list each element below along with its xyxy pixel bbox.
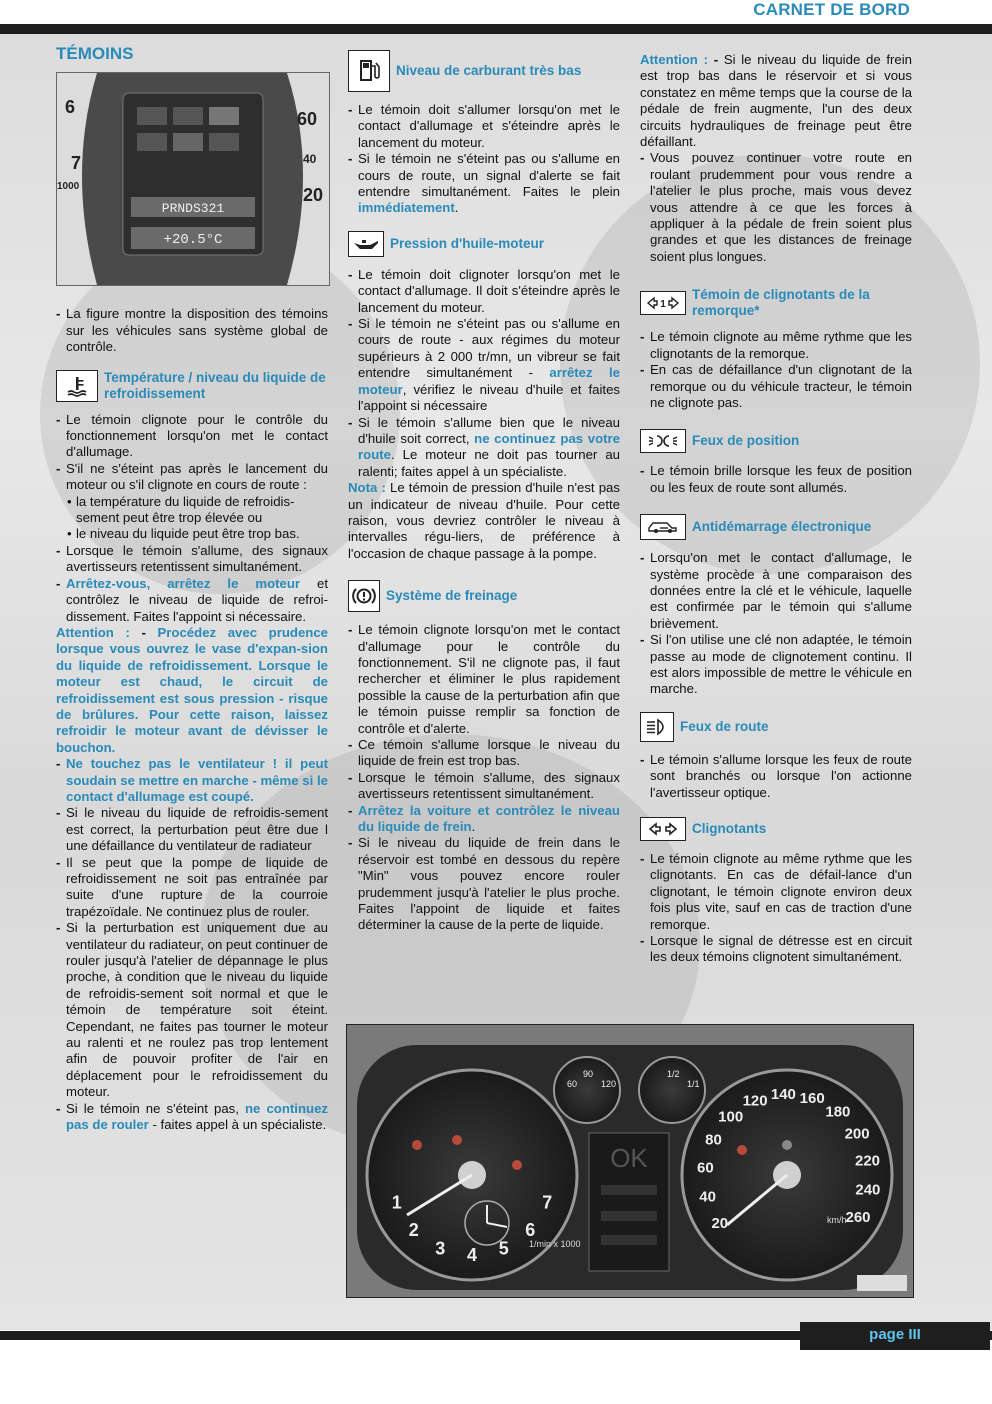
coolant-sub-2: le niveau du liquide peut être trop bas. xyxy=(76,526,300,542)
brake-item-5: Si le niveau du liquide de frein dans le réservoir est tombé en dessous du repère "Min" vous pouvez encore rouler prudemment jusqu'à l'atelier le plus proche. Faites l'appoint de liquide et faites déterminer la cause de la perte de liquide. xyxy=(358,835,620,933)
coolant-item-8a: Si le témoin ne s'éteint pas, xyxy=(66,1100,245,1116)
brake-system-icon xyxy=(348,580,380,612)
intro-text: La figure montre la disposition des témoins sur les véhicules sans système global de contrôle. xyxy=(66,306,328,355)
indicators-item-2: Lorsque le signal de détresse est en circuit les deux témoins clignotent simultanément. xyxy=(650,933,912,965)
speed-mark-60: 60 xyxy=(697,1159,714,1177)
heading-brake xyxy=(348,580,620,612)
heading-fuel xyxy=(348,50,620,92)
car-key-icon xyxy=(640,514,686,540)
heading-immobilizer xyxy=(640,514,912,540)
coolant-item-4-text: et contrôlez le niveau de liquide de refroi-dissement. Faites l'appoint si nécessaire. xyxy=(66,575,328,624)
rpm-mark-5: 5 xyxy=(498,1238,509,1259)
fuel-item-2-emphasis: immédiatement xyxy=(358,200,455,216)
oil-can-icon xyxy=(348,231,384,257)
brake-item-1: Le témoin clignote lorsqu'on met le contact d'allumage pour le contrôle du fonctionnement. S'il ne clignote pas, il faut rechercher et éliminer le plus rapidement possible la cause de la perturbation afin que le témoin puisse remplir sa fonction de contrôle et d'alerte. xyxy=(358,622,620,736)
brake-item-4b: . xyxy=(471,819,476,835)
attention-label: Attention : xyxy=(56,624,130,640)
dial-left-6: 6 xyxy=(65,97,76,118)
dial-right-60: 60 xyxy=(297,109,318,130)
coolant-title: Température / niveau du liquide de refroidissement xyxy=(104,369,326,401)
rpm-mark-3: 3 xyxy=(435,1238,446,1259)
heading-oil xyxy=(348,231,620,257)
fuel-title: Niveau de carburant très bas xyxy=(396,63,582,78)
top-rule xyxy=(0,24,992,34)
oil-title: Pression d'huile-moteur xyxy=(390,235,544,251)
heading-position xyxy=(640,429,912,453)
position-lights-icon xyxy=(640,429,686,453)
fuel-item-2b: . xyxy=(454,200,459,216)
coolant-item-5: Si le niveau du liquide de refroidis-sement est correct, la perturbation peut être due l une défaillance du ventilateur de radiateur xyxy=(66,805,328,854)
oil-item-3a: Si le témoin s'allume bien que le niveau d'huile soit correct, xyxy=(358,414,620,446)
immobilizer-item-1: Lorsqu'on met le contact d'allumage, le système procède à une comparaison des données entre la clé et le véhicule, laquelle est confirmée par le témoin qui s'allume brièvement. xyxy=(650,550,912,631)
coolant-item-3: Lorsque le témoin s'allume, des signaux avertisseurs retentissent simultanément. xyxy=(66,542,328,575)
immobilizer-item-2: Si l'on utilise une clé non adaptée, le témoin passe au mode de clignotement continu. Il est alors impossible de mettre le véhicule en marche. xyxy=(650,632,912,697)
attention-text: Procédez avec prudence lorsque vous ouvrez le vase d'expan-sion du liquide de refroidissement. Lorsque le moteur est chaud, le circuit de refroidissement est sous pression - risque de brûlures. Pour cette raison, laissez refroidir le moteur avant de dévisser le bouchon. xyxy=(56,624,329,755)
running-header: CARNET DE BORD xyxy=(753,0,910,19)
coolant-item-8-emphasis: ne continuez pas de rouler xyxy=(66,1100,329,1133)
highbeam-title: Feux de route xyxy=(680,718,769,734)
oil-item-1: Le témoin doit clignoter lorsqu'on met le contact d'allumage. Il doit s'éteindre après le lancement du moteur. xyxy=(358,266,620,315)
turn-signal-icon xyxy=(640,817,686,841)
gear-display: PRNDS321 xyxy=(161,201,225,217)
indicators-item-1: Le témoin clignote au même rythme que les clignotants. En cas de défail-lance d'un clignotant, le témoin clignote environ deux fois plus vite, sauf en cas de traction d'une remorque. xyxy=(650,851,912,932)
attention-label-2: Attention : xyxy=(640,52,708,67)
fan-warning: Ne touchez pas le ventilateur ! il peut soudain se mettre en marche - même si le contact d'allumage est coupé. xyxy=(66,756,328,804)
speed-mark-120: 120 xyxy=(742,1092,768,1110)
oil-item-3-emphasis: ne continuez pas votre route xyxy=(358,430,620,463)
speed-mark-40: 40 xyxy=(699,1188,716,1206)
temp-60: 60 xyxy=(567,1079,578,1089)
heading-trailer xyxy=(640,287,912,319)
trailer-item-1: Le témoin clignote au même rythme que les clignotants de la remorque. xyxy=(650,329,912,361)
speed-mark-240: 240 xyxy=(855,1181,881,1199)
immobilizer-title: Antidémarrage électronique xyxy=(692,519,872,535)
brake-title: Système de freinage xyxy=(386,588,518,604)
dial-left-7: 7 xyxy=(71,153,82,174)
speed-mark-200: 200 xyxy=(844,1125,870,1143)
coolant-item-2: S'il ne s'éteint pas après le lancement du moteur ou s'il clignote en cours de route : xyxy=(66,460,328,493)
trailer-item-2: En cas de défaillance d'un clignotant de la remorque ou du véhicule tracteur, le témoin ne clignote pas. xyxy=(650,362,912,410)
fuel-pump-icon xyxy=(348,50,390,92)
speed-mark-160: 160 xyxy=(799,1090,825,1107)
svg-text:1: 1 xyxy=(660,299,666,311)
temp-display: +20.5°C xyxy=(163,232,223,249)
fuel-full: 1/1 xyxy=(687,1079,700,1089)
rpm-mark-7: 7 xyxy=(542,1192,553,1213)
warning-lights-figure xyxy=(56,72,330,286)
heading-coolant xyxy=(56,370,328,402)
temp-90: 90 xyxy=(583,1069,594,1079)
coolant-item-1: Le témoin clignote pour le contrôle du fonctionnement lorsqu'on met le contact d'allumage. xyxy=(66,411,328,460)
page-number: page III xyxy=(800,1322,990,1350)
attention-text-2: Si le niveau du liquide de frein est trop bas dans le réservoir et si vous constatez en même temps que la course de la pédale de frein augmente, l'un des deux circuits hydrauliques de freinage peut être défaillant. xyxy=(640,52,913,150)
coolant-item-6: Il se peut que la pompe de liquide de refroidissement ne soit pas entraînée par suite d'une rupture de la courroie trapézoïdale. Ne continuez plus de rouler. xyxy=(66,854,328,919)
speed-mark-80: 80 xyxy=(705,1131,722,1149)
fuel-item-2a: Si le témoin ne s'éteint pas ou s'allume en cours de route, un signal d'alerte se fait entendre simultanément. Faites le plein xyxy=(358,151,620,200)
rpm-mark-1: 1 xyxy=(391,1192,402,1213)
instrument-cluster-image xyxy=(347,1025,913,1297)
coolant-sub-1: la température du liquide de refroidis-sement peut être trop élevée ou xyxy=(76,493,295,526)
speed-mark-20: 20 xyxy=(711,1215,729,1232)
nota-text: Le témoin de pression d'huile n'est pas un indicateur de niveau d'huile. Pour cette raison, vous devriez contrôler le niveau à intervalles régu-liers, de préférence à l'occasion de chaque passage à la pompe. xyxy=(348,480,620,561)
heading-highbeam xyxy=(640,712,912,742)
dial-left-1000: 1000 xyxy=(57,181,80,193)
brake-item-3: Lorsque le témoin s'allume, des signaux avertisseurs retentissent simultanément. xyxy=(358,769,620,802)
dial-right-20: 20 xyxy=(303,185,324,206)
nota-label: Nota : xyxy=(348,480,386,496)
speed-mark-260: 260 xyxy=(845,1209,871,1226)
rpm-label: 1/min x 1000 xyxy=(529,1239,581,1249)
coolant-item-7: Si la perturbation est uniquement due au ventilateur du radiateur, on peut continuer de rouler jusqu'à l'atelier de dépannage le plus proche, à condition que le niveau du liquide de refroidis-sement soit normal et que le témoin de température soit éteint. Cependant, ne faites pas tourner le moteur au ralenti et ne roulez pas trop lentement afin de pouvoir profiter de l'air en déplacement pour le refroidissement du moteur. xyxy=(66,920,328,1100)
rpm-mark-6: 6 xyxy=(525,1219,536,1240)
oil-item-2a: Si le témoin ne s'éteint pas ou s'allume en cours de route - aux régimes du moteur supérieurs à 2 000 tr/mn, un vibreur se fait entendre simultanément - xyxy=(358,316,620,381)
coolant-item-8b: - faites appel à un spécialiste. xyxy=(148,1117,327,1133)
speed-mark-100: 100 xyxy=(718,1108,744,1126)
attention-item-2: Vous pouvez continuer votre route en roulant prudemment pour vous rendre a l'atelier le plus proche, mais vous devez vous attendre à ce que les forces à appliquer à la pédale de frein soient plus grandes et que les distances de freinage soient plus longues. xyxy=(650,150,912,264)
oil-item-2b: , vérifiez le niveau d'huile et faites l'appoint si nécessaire xyxy=(358,381,620,414)
section-title: TÉMOINS xyxy=(56,44,134,63)
coolant-item-4-emphasis: Arrêtez-vous, arrêtez le moteur xyxy=(66,575,301,591)
speed-mark-220: 220 xyxy=(854,1152,881,1170)
fuel-item-1: Le témoin doit s'allumer lorsqu'on met le contact d'allumage et s'éteindre après le lancement du moteur. xyxy=(358,102,620,150)
rpm-mark-2: 2 xyxy=(408,1219,419,1240)
column-3: Attention : - Si le niveau du liquide de frein est trop bas dans le réservoir et si vous constatez en même temps que la course de la pédale de frein augmente, l'un des deux circuits hydrauliques de freinage peut être défaillant. - Vous pouvez continuer votre route en roulant prudemment pour vous rendre a l'atelier le plus proche, mais vous devez vous attendre à ce que les forces à appliquer à la pédale de frein soient plus grandes et que les distances de freinage soient plus longues. 1 Témoin de clignotants de la remorque* - Le témoin clignote au même rythme que les clignotants de la remorque. - En cas de défaillance d'un clignotant de la remorque ou du véhicule tracteur, le témoin ne clignote pas. Feux de position - Le témoin brille lorsque les feux de position ou les feux de route sont allumés. Antidémarrage électronique - Lorsqu'on met le contact d'allumage, le système procède à une comparaison des données entre la clé et le véhicule, laquelle est confirmée par le témoin qui s'allume brièvement. - Si l'on utilise une clé non adaptée, le témoin passe au mode de clignotement continu. Il est alors impossible de mettre le véhicule en marche. Feux de route - Le témoin s'allume lorsque les feux de route sont branchés ou lorsque l'on actionne l'avertisseur optique. Clignotants - Le témoin clignote au même rythme que les clignotants. En cas de défail-lance d'un clignotant, le témoin clignote environ deux fois plus vite, sauf en cas de traction d'une remorque. - Lorsque le signal de détresse est en circuit les deux témoins clignotent simultanément. xyxy=(640,52,913,965)
indicators-title: Clignotants xyxy=(692,821,767,836)
speed-mark-180: 180 xyxy=(825,1103,851,1121)
oil-item-2-emphasis: arrêtez le moteur xyxy=(358,365,620,397)
speed-unit: km/h xyxy=(827,1215,847,1225)
oil-item-3b: . Le moteur ne doit pas tourner au ralenti; faites appel à un spécialiste. xyxy=(358,447,620,479)
dial-right-40: 40 xyxy=(303,152,317,167)
position-title: Feux de position xyxy=(692,433,800,449)
cluster-detail-image xyxy=(57,73,329,285)
brake-item-4-emphasis: Arrêtez la voiture et contrôlez le niveau du liquide de frein xyxy=(358,802,620,835)
brake-item-2: Ce témoin s'allume lorsque le niveau du liquide de frein est trop bas. xyxy=(358,737,620,769)
high-beam-icon xyxy=(640,712,674,742)
coolant-temperature-icon xyxy=(56,370,98,402)
fuel-half: 1/2 xyxy=(667,1069,680,1079)
heading-indicators xyxy=(640,817,912,841)
column-2: Niveau de carburant très bas - Le témoin doit s'allumer lorsqu'on met le contact d'allumage et s'éteindre après le lancement du moteur. - Si le témoin ne s'éteint pas ou s'allume en cours de route, un signal d'alerte se fait entendre simultanément. Faites le plein immédiatement. Pression d'huile-moteur - Le témoin doit clignoter lorsqu'on met le contact d'allumage. Il doit s'éteindre après le lancement du moteur. - Si le témoin ne s'éteint pas ou s'allume en cours de route - aux régimes du moteur supérieurs à 2 000 tr/mn, un vibreur se fait entendre simultanément - arrêtez le moteur, vérifiez le niveau d'huile et faites l'appoint si nécessaire - Si le témoin s'allume bien que le niveau d'huile soit correct, ne continuez pas votre route. Le moteur ne doit pas tourner au ralenti; faites appel à un spécialiste. Nota : Le témoin de pression d'huile n'est pas un indicateur de niveau d'huile. Pour cette raison, vous devriez contrôler le niveau à intervalles régu-liers, de préférence à l'occasion de chaque passage à la pompe. Système de freinage - Le témoin clignote lorsqu'on met le contact d'allumage pour le contrôle du fonctionnement. S'il ne clignote pas, il faut rechercher et éliminer le plus rapidement possible la cause de la perturbation afin que le témoin puisse remplir sa fonction de contrôle et d'alerte. - Ce témoin s'allume lorsque le niveau du liquide de frein est trop bas. - Lorsque le témoin s'allume, des signaux avertisseurs retentissent simultanément. - Arrêtez la voiture et contrôlez le niveau du liquide de frein. - Si le niveau du liquide de frein dans le réservoir est tombé en dessous du repère "Min" vous pouvez encore rouler prudemment jusqu'à l'atelier le plus proche. Faites l'appoint de liquide et faites déterminer la cause de la perte de liquide. xyxy=(348,50,620,934)
instrument-cluster-figure xyxy=(346,1024,914,1298)
rpm-mark-4: 4 xyxy=(466,1245,478,1265)
position-item-1: Le témoin brille lorsque les feux de position ou les feux de route sont allumés. xyxy=(650,463,912,495)
trailer-title: Témoin de clignotants de la remorque* xyxy=(692,287,870,319)
column-1: TÉMOINS PRNDS321 +20.5°C 6 7 1000 60 40 20 - La figure montre la disposition des témoins sur les véhicules sans système global de contrôle. Température / niveau du liquide de refroidissement - Le témoin clignote pour le contrôle du fonctionnement lorsqu'on met le contact d'allumage. - S'il ne s'éteint pas après le lancement du moteur ou s'il clignote en cours de route : • la température du liquide de refroidis-sement peut être trop élevée ou • le niveau du liquide peut être trop bas. - Lorsque le témoin s'allume, des signaux avertisseurs retentissent simultanément. - Arrêtez-vous, arrêtez le moteur et contrôlez le niveau de liquide de refroi-dissement. Faites l'appoint si nécessaire. Attention : - Procédez avec prudence lorsque vous ouvrez le vase d'expan-sion du liquide de refroidissement. Lorsque le moteur est chaud, le circuit de refroidissement est sous pression - risque de brûlures. Pour cette raison, laissez refroidir le moteur avant de dévisser le bouchon. - Ne touchez pas le ventilateur ! il peut soudain se mettre en marche - même si le contact d'allumage est coupé. - Si le niveau du liquide de refroidis-sement est correct, la perturbation peut être due l une défaillance du ventilateur de radiateur - Il se peut que la pompe de liquide de refroidissement ne soit pas entraînée par suite d'une rupture de la courroie trapézoïdale. Ne continuez plus de rouler. - Si la perturbation est uniquement due au ventilateur du radiateur, on peut continuer de rouler jusqu'à l'atelier de dépannage le plus proche, à condition que le niveau du liquide de refroidis-sement soit normal et que le témoin de température soit éteint. Cependant, ne faites pas tourner le moteur au ralenti et ne roulez pas trop lentement afin de pouvoir profiter de l'air en déplacement pour le refroidissement du moteur. - Si le témoin ne s'éteint pas, ne continuez pas de rouler - faites appel à un spécialiste. xyxy=(56,44,329,1133)
trailer-indicator-icon xyxy=(640,291,686,315)
display-ok: OK xyxy=(610,1143,648,1173)
temp-120: 120 xyxy=(601,1079,617,1089)
speed-mark-140: 140 xyxy=(770,1086,796,1104)
highbeam-item-1: Le témoin s'allume lorsque les feux de route sont branchés ou lorsque l'on actionne l'avertisseur optique. xyxy=(650,751,912,800)
